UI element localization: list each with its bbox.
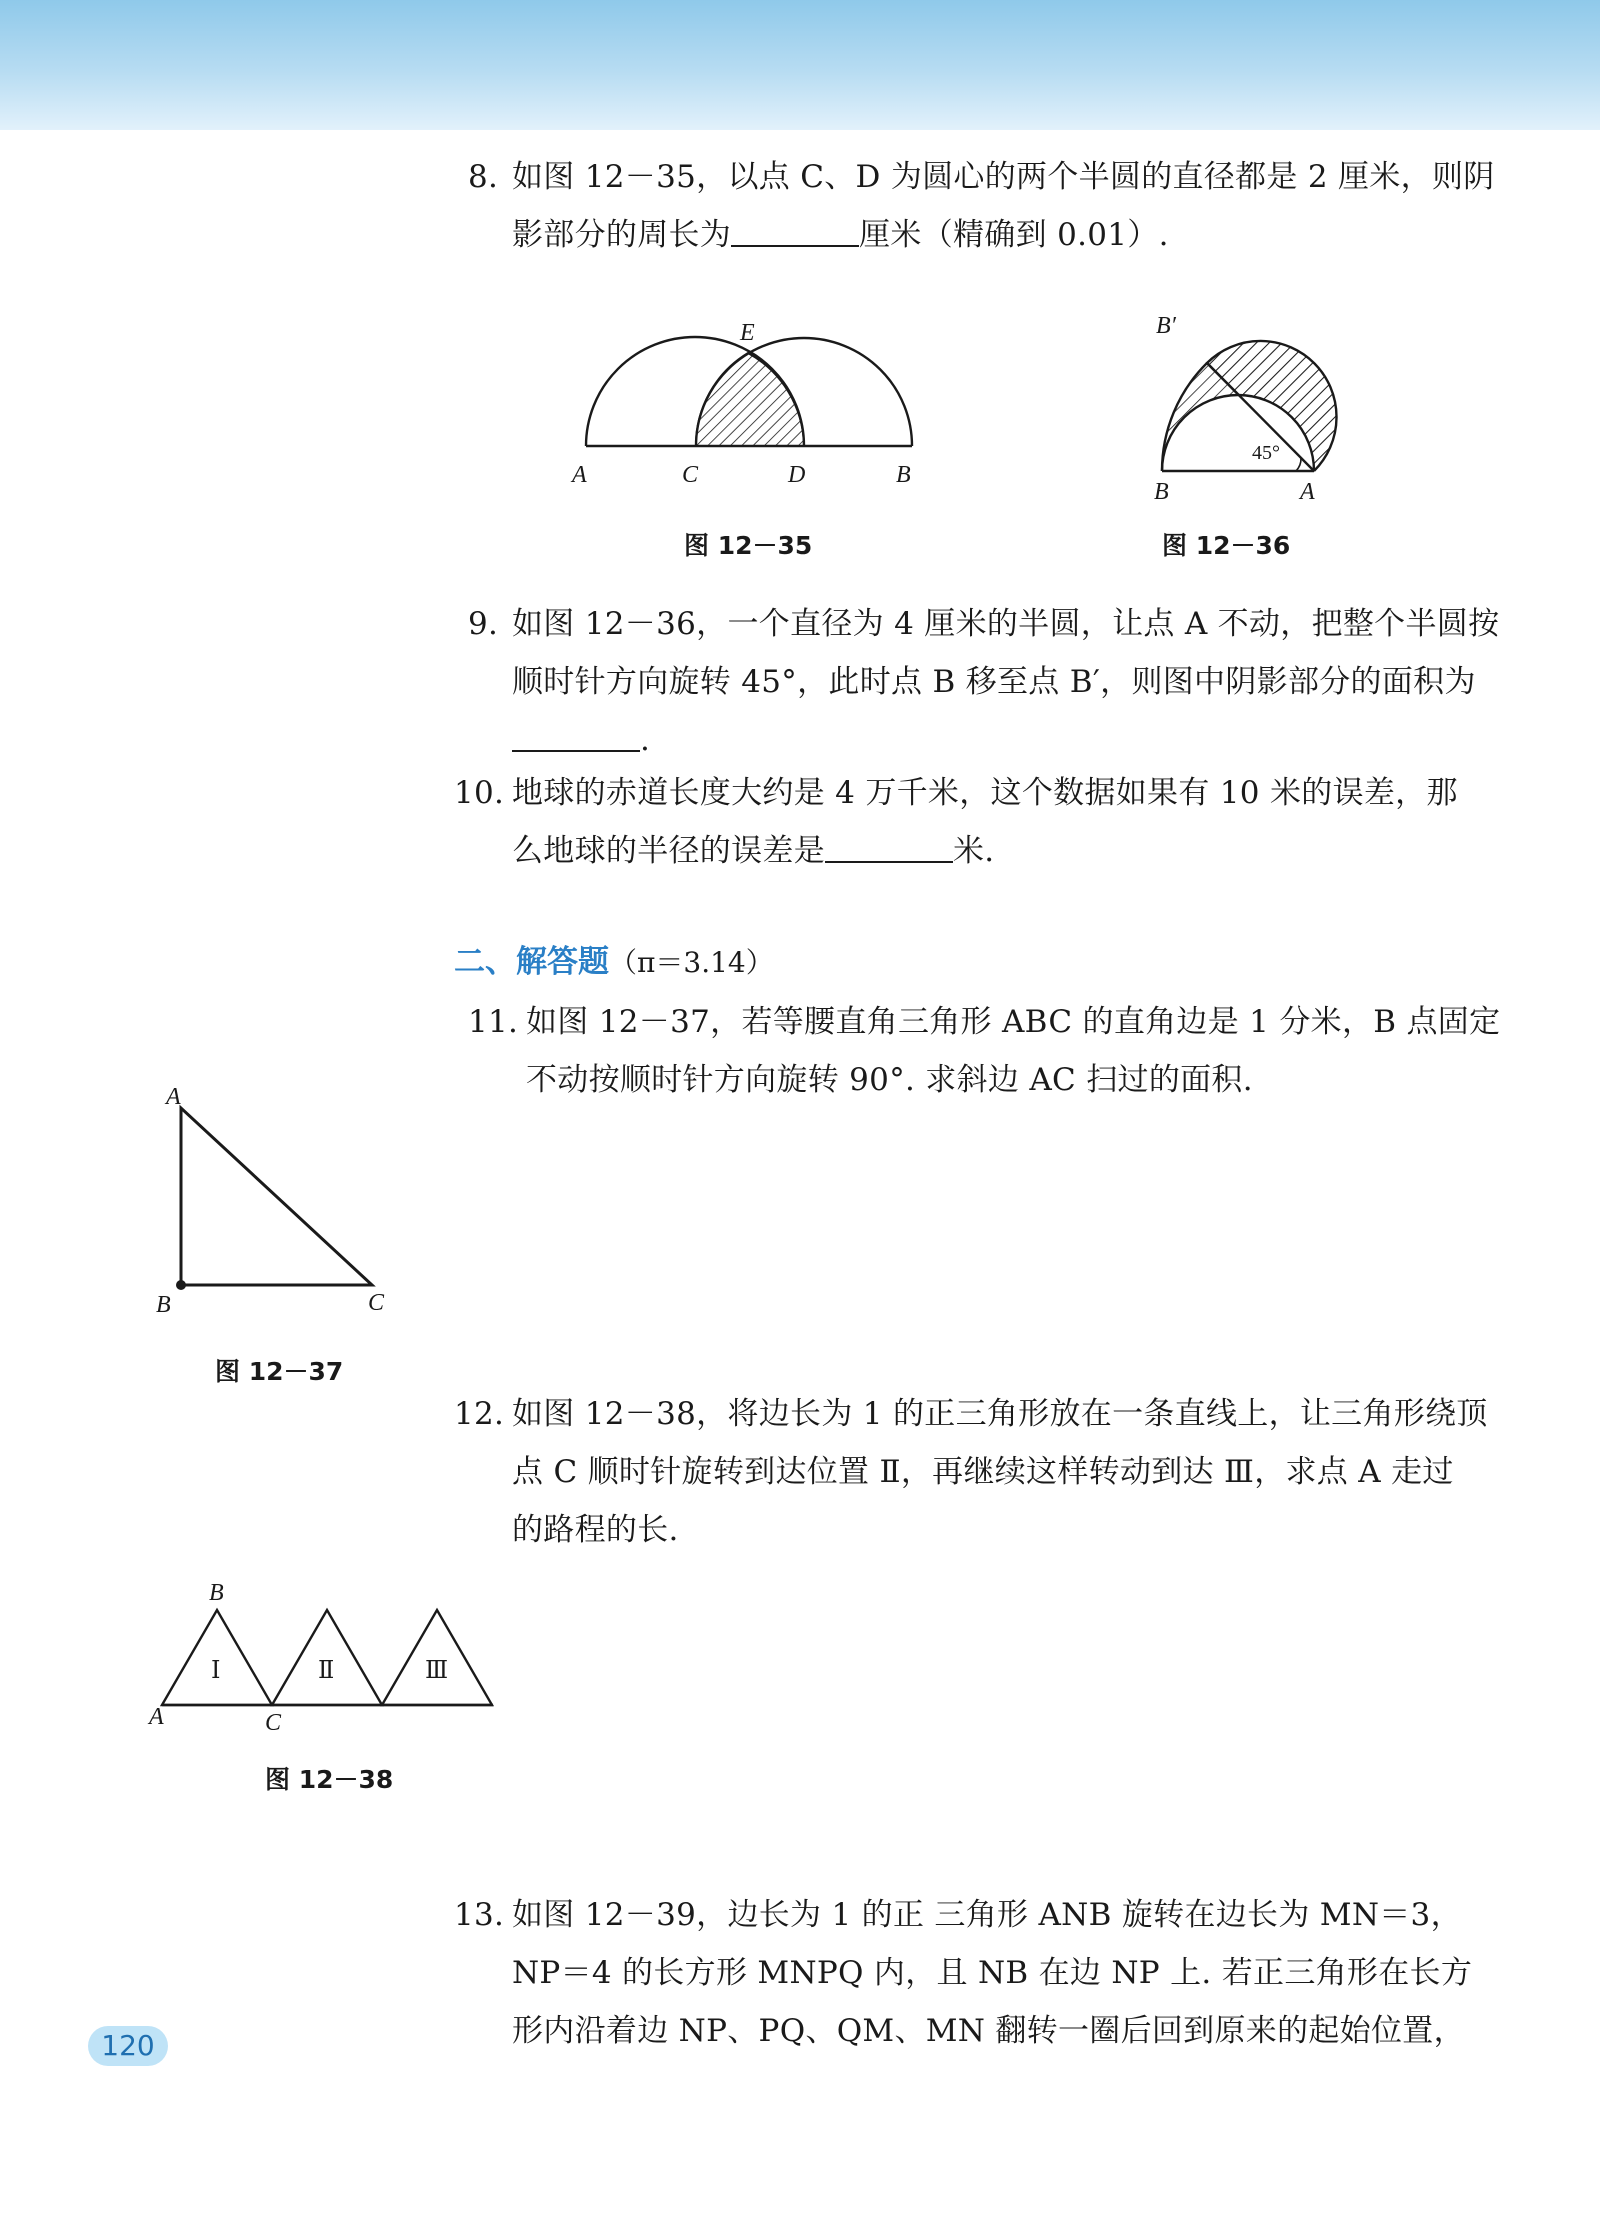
triangle-abc [181,1108,372,1285]
point-b [176,1280,186,1290]
question-text-line: 如图 12－39，边长为 1 的正 三角形 ANB 旋转在边长为 MN＝3， [512,1897,1462,1933]
answer-blank[interactable] [825,831,953,863]
question-text-line: NP＝4 的长方形 MNPQ 内，且 NB 在边 NP 上. 若正三角形在长方 [512,1955,1473,1991]
question-text-line: 如图 12－35，以点 C、D 为圆心的两个半圆的直径都是 2 厘米，则阴 [512,159,1495,195]
question-text-line: 如图 12－36，一个直径为 4 厘米的半圆，让点 A 不动，把整个半圆按 [512,606,1500,642]
question-text-line: 形内沿着边 NP、PQ、QM、MN 翻转一圈后回到原来的起始位置， [512,2013,1465,2049]
label-b: B [209,1580,224,1606]
question-9 [468,595,1499,769]
question-number: 9. [468,606,499,642]
question-number: 11. [468,1004,519,1040]
question-number: 12. [454,1396,505,1432]
label-a: A [166,1084,181,1110]
figure-12-35 [560,310,940,490]
question-text-line: 地球的赤道长度大约是 4 万千米，这个数据如果有 10 米的误差，那 [512,775,1458,811]
question-8 [468,148,1495,264]
label-angle: 45° [1252,442,1280,464]
figure-caption: 图 12－35 [684,531,813,560]
page-number: 120 [88,2026,168,2066]
figure-caption: 图 12－38 [265,1765,394,1794]
label-iii: Ⅲ [425,1658,449,1684]
figure-12-38 [145,1580,505,1740]
answer-blank[interactable] [731,215,859,247]
label-a: A [1300,479,1315,505]
question-10 [454,764,1458,880]
question-text-line: 点 C 顺时针旋转到达位置 Ⅱ，再继续这样转动到达 Ⅲ，求点 A 走过 [512,1454,1454,1490]
answer-blank[interactable] [512,720,640,752]
question-number: 8. [468,159,499,195]
question-11 [468,993,1500,1109]
question-text-line: 影部分的周长为 厘米（精确到 0.01）. [512,217,1169,253]
label-c: C [682,462,699,488]
question-text-line: 如图 12－37，若等腰直角三角形 ABC 的直角边是 1 分米，B 点固定 [526,1004,1501,1040]
question-text-line: 顺时针方向旋转 45°，此时点 B 移至点 B′，则图中阴影部分的面积为 [512,664,1476,700]
figure-12-37 [150,1080,410,1320]
label-c: C [265,1710,282,1736]
question-text-line: 么地球的半径的误差是 米. [512,833,995,869]
label-i: Ⅰ [211,1658,221,1684]
lens-shading [696,353,804,446]
header-band [0,0,1600,130]
label-d: D [788,462,806,488]
label-a: A [572,462,587,488]
question-12 [454,1385,1488,1559]
question-text-line: 如图 12－38，将边长为 1 的正三角形放在一条直线上，让三角形绕顶 [512,1396,1488,1432]
question-13 [454,1886,1472,2060]
question-text-line: . [512,711,1499,769]
label-c: C [368,1290,385,1316]
label-b: B [156,1292,171,1318]
label-b: B [1154,479,1169,505]
question-text-line: 的路程的长. [512,1512,679,1548]
label-b: B [896,462,911,488]
question-number: 10. [454,775,505,811]
figure-12-36 [1100,295,1360,515]
label-b-prime: B′ [1156,313,1176,339]
figure-caption: 图 12－36 [1162,531,1291,560]
label-ii: Ⅱ [318,1658,335,1684]
section-heading: 二、解答题（π＝3.14） [454,944,774,980]
question-text-line: 不动按顺时针方向旋转 90°. 求斜边 AC 扫过的面积. [526,1062,1253,1098]
figure-caption: 图 12－37 [215,1357,344,1386]
label-a: A [149,1704,164,1730]
label-e: E [740,320,755,346]
question-number: 13. [454,1897,505,1933]
